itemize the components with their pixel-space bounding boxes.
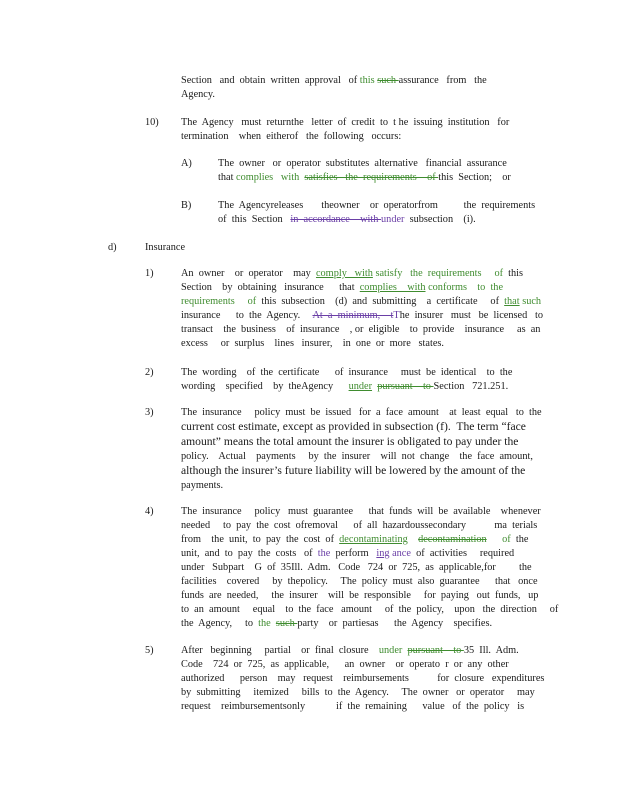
text-line — [181, 323, 543, 337]
text-run: termination when eitherof the following occurs: — [181, 131, 402, 142]
text-run: unit, and to pay the costs of — [181, 548, 318, 559]
tracked-change-run: pursuant to — [407, 645, 464, 656]
tracked-change-run: requirements — [181, 296, 235, 307]
text-run: from the unit, to pay the cost of — [181, 534, 340, 545]
text-run: he insurer must be licensed to — [399, 310, 543, 321]
tracked-change-run: the — [258, 618, 271, 629]
text-run: funds are needed, the insurer will be responsible for paying out funds, up — [181, 590, 539, 601]
text-line — [181, 561, 558, 575]
tracked-change-run: under — [348, 381, 373, 392]
text-run: of this Section — [218, 214, 291, 225]
text-run: The insurance policy must guarantee that funds will be available whenever — [181, 506, 541, 517]
text-line — [218, 213, 535, 227]
text-run: needed to pay the cost ofremoval of all hazardoussecondary ma terials — [181, 520, 538, 531]
tracked-change-run: that — [504, 296, 520, 307]
tracked-change-run: this — [359, 75, 375, 86]
text-line — [181, 672, 544, 686]
text-run: Section by obtaining insurance that — [181, 282, 360, 293]
item-3-paragraph — [181, 406, 542, 493]
text-run: Section 721.251. — [433, 381, 509, 392]
text-line — [181, 505, 558, 519]
item-number-4: 4) — [145, 506, 154, 517]
text-run: Section and obtain written approval of — [181, 75, 360, 86]
text-run: facilities covered by thepolicy. The policy must also guarantee that once — [181, 576, 538, 587]
text-run: that — [218, 172, 237, 183]
text-run: The wording of the certificate of insurance must be identical to the — [181, 367, 513, 378]
text-line — [181, 603, 558, 617]
text-line — [181, 700, 544, 714]
text-run: An owner or operator may — [181, 268, 316, 279]
text-run: The Agencyreleases theowner or operatorfrom the requirements — [218, 200, 536, 211]
tracked-change-run: current cost estimate, except as provided in subsection (f). The term “face — [181, 420, 526, 433]
text-run: the Agency, to — [181, 618, 259, 629]
text-line — [181, 617, 558, 631]
text-line — [181, 686, 544, 700]
text-line — [181, 479, 542, 493]
item-2-paragraph — [181, 366, 512, 394]
item-10-paragraph — [181, 116, 509, 144]
tracked-change-run: decontaminating — [339, 534, 408, 545]
text-line — [181, 281, 543, 295]
text-run: to an amount equal to the face amount of the policy, upon the direction of — [181, 604, 559, 615]
text-line — [181, 589, 558, 603]
text-line — [181, 309, 543, 323]
text-run: The insurance policy must be issued for a face amount at least equal to the — [181, 407, 542, 418]
tracked-change-run: satisfy the requirements — [375, 268, 482, 279]
tracked-change-run: ance — [392, 548, 411, 559]
item-a-paragraph — [218, 157, 511, 185]
tracked-change-run: pursuant to — [377, 381, 434, 392]
text-line — [218, 199, 535, 213]
item-number-5: 5) — [145, 645, 154, 656]
text-line — [181, 406, 542, 420]
item-number-2: 2) — [145, 367, 154, 378]
tracked-change-run: such — [275, 618, 298, 629]
tracked-change-run: decontamination — [418, 534, 487, 545]
text-run: this — [503, 268, 524, 279]
tracked-change-run: of — [247, 296, 257, 307]
item-letter-b: B) — [181, 200, 192, 211]
text-line — [181, 547, 558, 561]
text-line — [181, 130, 509, 144]
item-4-paragraph — [181, 505, 558, 631]
text-run — [482, 268, 495, 279]
text-line — [181, 74, 487, 88]
tracked-change-run: under — [378, 645, 403, 656]
item-b-paragraph — [218, 199, 535, 227]
text-line — [181, 267, 543, 281]
tracked-change-run: of — [494, 268, 504, 279]
tracked-change-run: such — [522, 296, 542, 307]
item-number-3: 3) — [145, 407, 154, 418]
text-run: transact the business of insurance , or eligible to provide insurance as an — [181, 324, 541, 335]
text-run: After beginning partial or final closure — [181, 645, 379, 656]
text-run: payments. — [181, 480, 224, 491]
item-5-paragraph — [181, 644, 544, 714]
text-line — [181, 435, 542, 450]
text-run: wording specified by theAgency — [181, 381, 349, 392]
text-run — [408, 534, 418, 545]
tracked-change-run: although the insurer’s future liability will be lowered by the amount of the — [181, 464, 526, 477]
text-line — [181, 464, 542, 479]
tracked-change-run: of — [502, 534, 511, 545]
text-run: the — [510, 534, 529, 545]
text-line — [181, 658, 544, 672]
text-run: request reimbursementsonly if the remaining value of the policy is — [181, 701, 525, 712]
text-line — [218, 171, 511, 185]
text-run: Code 724 or 725, as applicable, an owner or operato r or any other — [181, 659, 509, 670]
text-line — [181, 295, 543, 309]
tracked-change-run: comply with — [315, 268, 373, 279]
text-line — [181, 366, 512, 380]
item-number-1: 1) — [145, 268, 154, 279]
text-run: party or partiesas the Agency specifies. — [297, 618, 493, 629]
tracked-change-run: such — [377, 75, 399, 86]
section-d-number: d) — [108, 242, 117, 253]
text-run: assurance from the — [398, 75, 487, 86]
text-run: policy. Actual payments by the insurer will not change the face amount, — [181, 451, 533, 462]
tracked-change-run: complies with — [236, 172, 300, 183]
tracked-change-run: ing — [376, 548, 390, 559]
tracked-change-run: under — [381, 214, 405, 225]
section-continuation-paragraph — [181, 74, 487, 102]
item-1-paragraph — [181, 267, 543, 351]
tracked-change-run: amount” means the total amount the insurer is obligated to pay under the — [181, 435, 519, 448]
text-line — [181, 575, 558, 589]
text-run: insurance to the Agency. — [181, 310, 313, 321]
text-line — [181, 337, 543, 351]
text-run: under Subpart G of 35Ill. Adm. Code 724 or 725, as applicable,for the — [181, 562, 532, 573]
text-run: by submitting itemized bills to the Agency. The owner or operator may — [181, 687, 535, 698]
text-line — [218, 157, 511, 171]
text-run: this subsection (d) and submitting a certificate of — [256, 296, 505, 307]
tracked-change-run: complies with — [359, 282, 426, 293]
section-d-heading: Insurance — [145, 242, 186, 253]
text-run: The owner or operator substitutes alternative financial assurance — [218, 158, 507, 169]
text-run: 35 Ill. Adm. — [463, 645, 519, 656]
text-line — [181, 116, 509, 130]
text-line — [181, 380, 512, 394]
tracked-change-run: conforms to the — [428, 282, 504, 293]
text-line — [181, 450, 542, 464]
text-run: Agency. — [181, 89, 215, 100]
text-line — [181, 88, 487, 102]
text-run: excess or surplus lines insurer, in one or more states. — [181, 338, 444, 349]
text-run: authorized person may request reimbursements for closure expenditures — [181, 673, 545, 684]
tracked-change-run: At a minimum, t — [312, 310, 394, 321]
text-run: of activities required — [410, 548, 515, 559]
text-run: The Agency must returnthe letter of credit to t he issuing institution for — [181, 117, 510, 128]
tracked-change-run: satisfies the requirements of — [304, 172, 439, 183]
text-line — [181, 519, 558, 533]
tracked-change-run: the — [317, 548, 331, 559]
tracked-change-run: in accordance with — [290, 214, 382, 225]
text-run — [235, 296, 248, 307]
item-number-10: 10) — [145, 117, 159, 128]
text-line — [181, 533, 558, 547]
text-run: subsection (i). — [404, 214, 476, 225]
text-line — [181, 644, 544, 658]
text-run: this Section; or — [438, 172, 511, 183]
text-line — [181, 420, 542, 435]
item-letter-a: A) — [181, 158, 192, 169]
tracked-change-run: T — [393, 310, 400, 321]
text-run: perform — [330, 548, 377, 559]
text-run — [487, 534, 502, 545]
